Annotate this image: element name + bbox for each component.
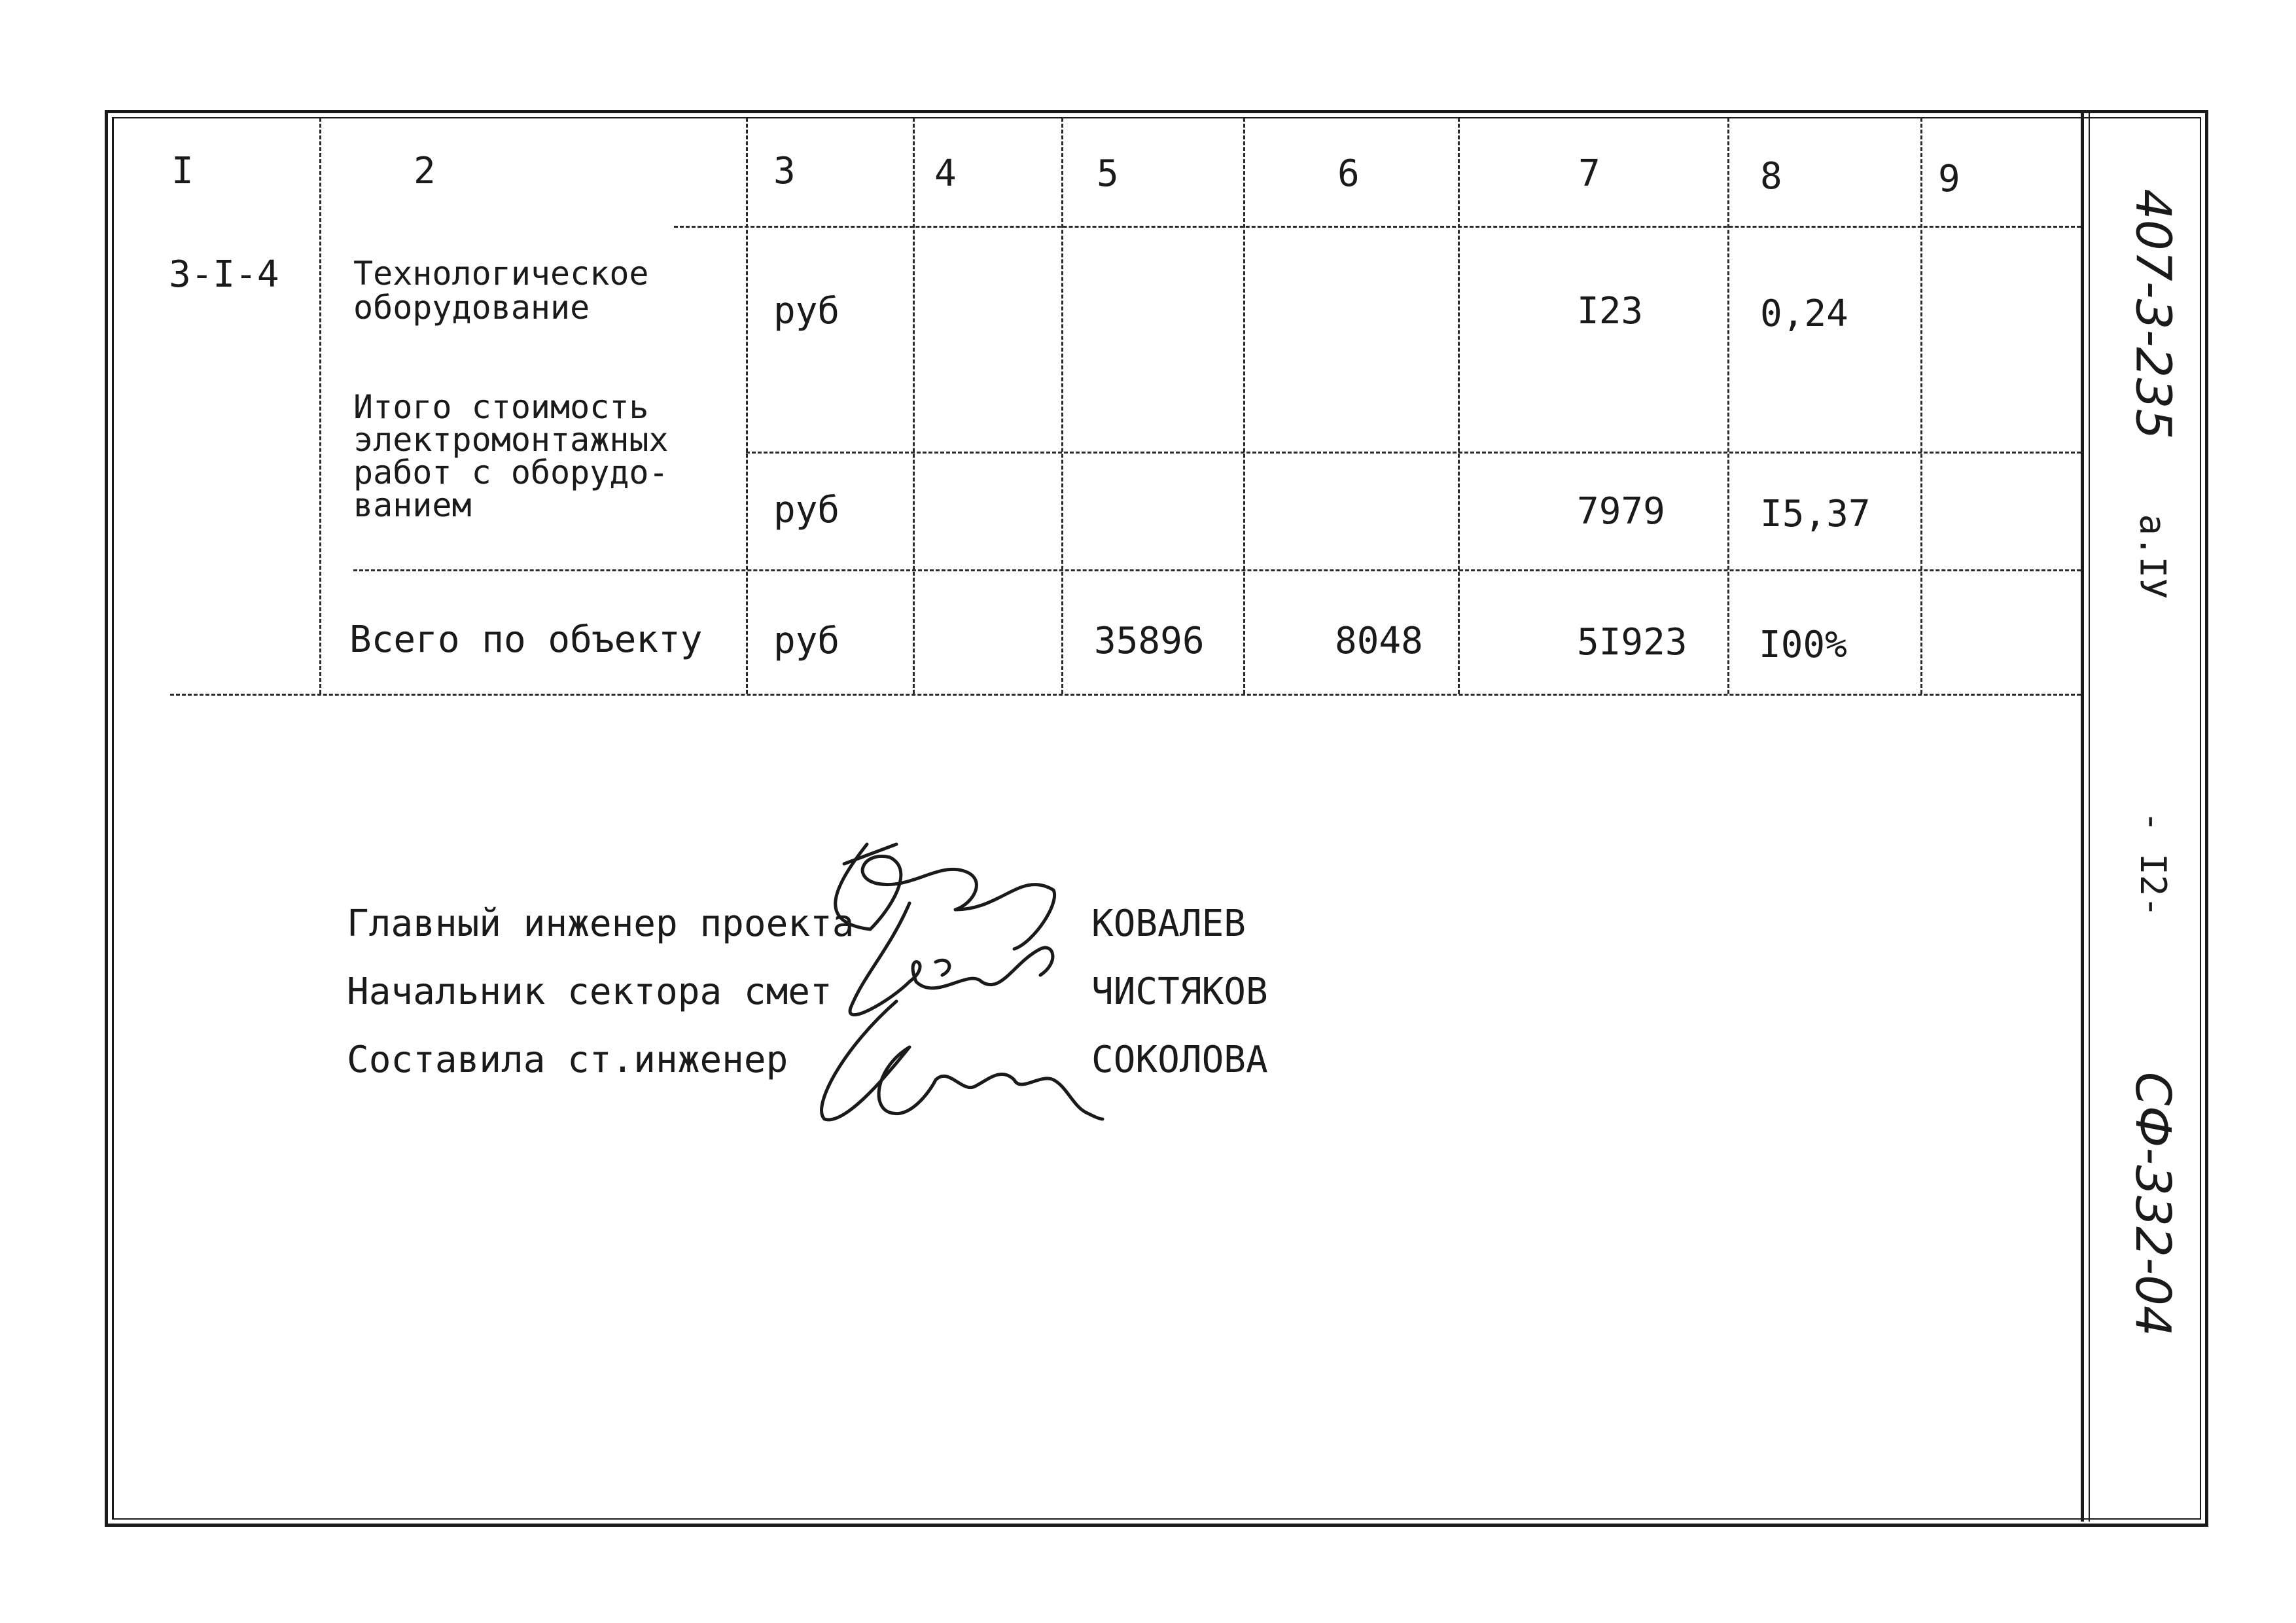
stamp-border bbox=[2089, 113, 2090, 1522]
row-code: 3-I-4 bbox=[169, 253, 279, 296]
row-cell: 5I923 bbox=[1577, 621, 1687, 664]
stamp-page-number: - I2- bbox=[2132, 810, 2174, 918]
row-name: Всего по объекту bbox=[349, 618, 703, 661]
signature-name: ЧИСТЯКОВ bbox=[1091, 971, 1268, 1013]
row-unit: руб bbox=[773, 489, 840, 531]
stamp-code-bottom: СФ-332-04 bbox=[2125, 1071, 2181, 1337]
signature-role: Начальник сектора смет bbox=[347, 971, 832, 1013]
grid-line bbox=[1920, 118, 1922, 694]
row-cell: 0,24 bbox=[1760, 293, 1848, 335]
column-header: I bbox=[171, 150, 194, 192]
signature-name: КОВАЛЕВ bbox=[1091, 902, 1246, 945]
column-header: 7 bbox=[1578, 152, 1600, 195]
row-cell: I5,37 bbox=[1760, 493, 1871, 535]
stamp-border bbox=[2081, 113, 2084, 1522]
stamp-code-top: 407-3-235 bbox=[2125, 188, 2181, 440]
row-unit: руб bbox=[773, 620, 840, 662]
grid-line bbox=[1727, 118, 1729, 694]
row-cell: 8048 bbox=[1335, 620, 1423, 662]
column-header: 8 bbox=[1760, 155, 1782, 198]
signature-name: СОКОЛОВА bbox=[1091, 1039, 1268, 1081]
row-unit: руб bbox=[773, 290, 840, 332]
grid-line bbox=[746, 452, 2081, 454]
row-name: ванием bbox=[353, 486, 472, 524]
grid-line bbox=[746, 118, 748, 694]
row-name: работ с оборудо- bbox=[353, 454, 669, 491]
grid-line bbox=[1243, 118, 1245, 694]
grid-line bbox=[913, 118, 915, 694]
grid-line bbox=[674, 226, 2081, 228]
signature-role: Составила ст.инженер bbox=[347, 1039, 788, 1081]
column-header: 3 bbox=[773, 150, 796, 192]
row-name: Итого стоимость bbox=[353, 388, 649, 426]
column-header: 9 bbox=[1938, 158, 1960, 200]
grid-line bbox=[319, 118, 321, 694]
grid-line bbox=[170, 694, 2081, 696]
row-cell: 7979 bbox=[1577, 490, 1665, 533]
row-cell: I23 bbox=[1577, 290, 1644, 332]
row-name: электромонтажных bbox=[353, 421, 669, 459]
signature-role: Главный инженер проекта bbox=[347, 902, 855, 945]
stamp-album: а.IУ bbox=[2132, 513, 2174, 599]
row-name: оборудование bbox=[353, 289, 590, 327]
column-header: 5 bbox=[1097, 152, 1119, 195]
grid-line bbox=[353, 569, 2081, 571]
column-header: 6 bbox=[1337, 152, 1360, 195]
grid-line bbox=[1061, 118, 1063, 694]
grid-line bbox=[1458, 118, 1460, 694]
row-cell: I00% bbox=[1759, 624, 1847, 666]
column-header: 2 bbox=[414, 150, 436, 192]
column-header: 4 bbox=[934, 152, 957, 195]
row-cell: 35896 bbox=[1094, 620, 1205, 662]
handwritten-signatures bbox=[805, 831, 1106, 1171]
row-name: Технологическое bbox=[353, 255, 649, 293]
